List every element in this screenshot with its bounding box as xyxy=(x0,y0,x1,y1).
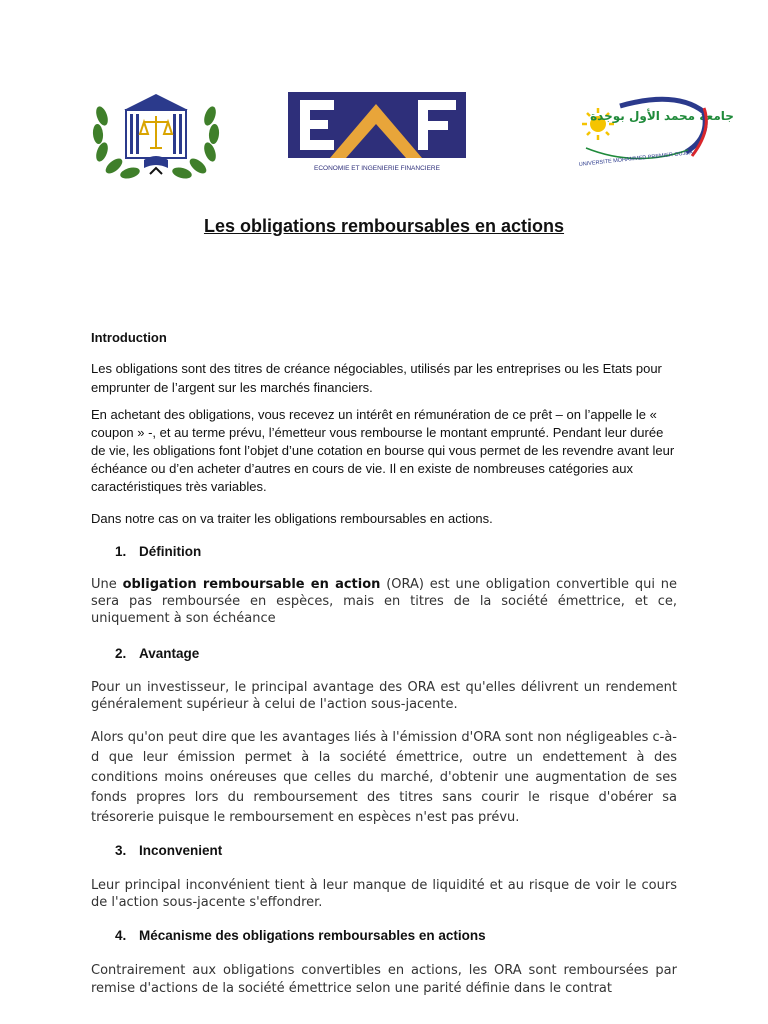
document-title: Les obligations remboursables en actions xyxy=(203,216,565,236)
mecanisme-paragraph: Contrairement aux obligations convertibles en actions, les ORA sont remboursées par remise d'actions de la société émettrice selon une parité définie dans le contrat xyxy=(91,963,677,996)
intro-paragraph-2: En achetant des obligations, vous recevez un intérêt en rémunération de ce prêt – on l’appelle le « coupon » -, et au terme prévu, l’émetteur vous rembourse le montant emprunté. Pendant leur durée de vie, les obligations font l’objet d’une cotation en bourse qui vous permet de les revendre avant leur échéance ou d’en acheter d’autres en cours de vie. Il en existe de nombreuses catégories aux caractéristiques très variables. xyxy=(91,407,675,494)
avantage-paragraph-2: Alors qu'on peut dire que les avantages liés à l'émission d'ORA sont non négligeables c-à-d que leur émission permet à la société émettrice, outre un endettement à des conditions moins onéreuses que celles du marché, d'obtenir une augmentation de ses fonds propres lors du remboursement des titres sans courir le risque d'obérer sa trésorerie puisque le remboursement en espèces n'est pas prévu. xyxy=(91,730,677,825)
section-avantage-heading xyxy=(115,646,199,661)
svg-text:جامعة محمد الأول بوجدة: جامعة محمد الأول بوجدة xyxy=(590,109,734,123)
section-number: 2. xyxy=(115,646,127,661)
intro-paragraph-3: Dans notre cas on va traiter les obligations remboursables en actions. xyxy=(91,511,493,526)
inconvenient-paragraph: Leur principal inconvénient tient à leur manque de liquidité et au risque de voir le cours de l'action sous-jacente s'effondrer. xyxy=(91,878,677,910)
section-definition-heading xyxy=(115,544,201,559)
introduction-heading: Introduction xyxy=(91,330,167,345)
section-title: Mécanisme des obligations remboursables en actions xyxy=(139,928,486,943)
scales-of-justice-emblem-icon xyxy=(88,86,224,181)
section-number: 4. xyxy=(115,928,127,943)
definition-paragraph xyxy=(91,576,677,627)
svg-text:UNIVERSITE MOHAMMED PREMIER OU: UNIVERSITE MOHAMMED PREMIER OUJDA xyxy=(578,150,694,168)
section-inconvenient-heading xyxy=(115,843,222,858)
avantage-paragraph-1: Pour un investisseur, le principal avantage des ORA est qu'elles délivrent un rendement généralement supérieur à celui de l'action sous-jacente. xyxy=(91,680,677,712)
header-logos xyxy=(0,86,768,186)
intro-paragraph-1: Les obligations sont des titres de créance négociables, utilisés par les entreprises ou les Etats pour emprunter de l’argent sur les marchés financiers. xyxy=(91,361,662,395)
university-sun-logo-icon xyxy=(576,90,734,174)
definition-lead: Une xyxy=(91,577,123,592)
section-mecanisme-heading xyxy=(115,928,486,943)
section-number: 1. xyxy=(115,544,127,559)
definition-text: (ORA) est une obligation convertible qui ne sera pas remboursée en espèces, mais en titres de la société émettrice, et ce, uniquement à son échéance xyxy=(91,577,677,626)
section-title: Définition xyxy=(139,544,202,559)
section-title: Inconvenient xyxy=(139,843,223,858)
section-title: Avantage xyxy=(139,646,200,661)
definition-term: obligation remboursable en action xyxy=(122,577,381,592)
svg-text:ECONOMIE ET INGENIERIE FINANCI: ECONOMIE ET INGENIERIE FINANCIERE xyxy=(314,165,440,172)
section-number: 3. xyxy=(115,843,127,858)
eif-logo xyxy=(286,90,468,176)
